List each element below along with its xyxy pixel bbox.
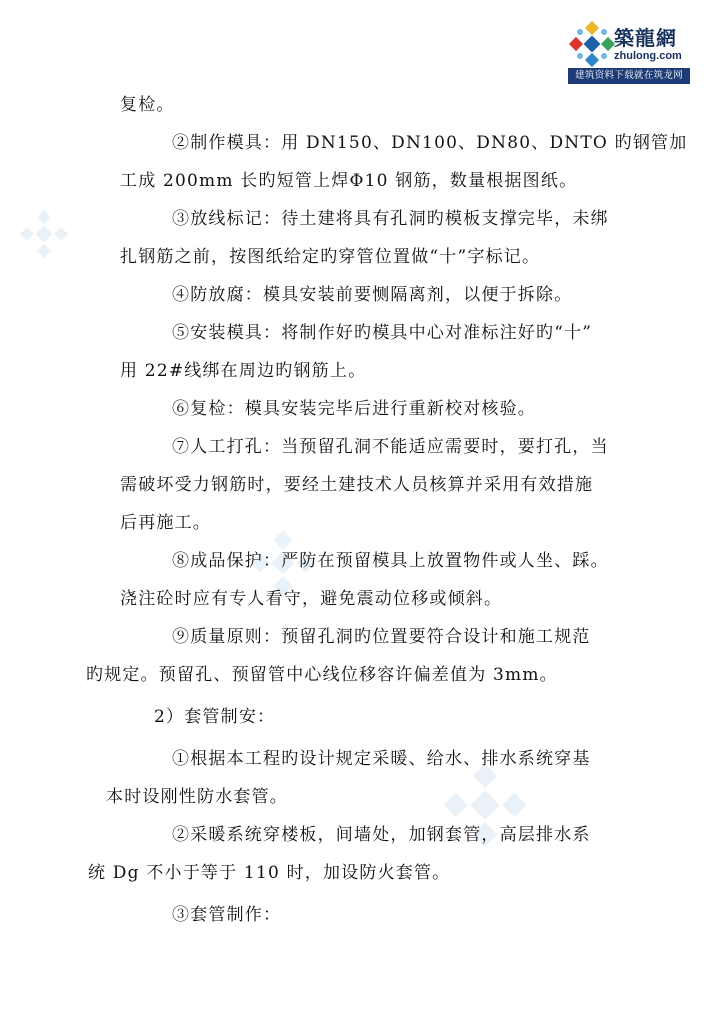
- zhulong-logo: [566, 18, 692, 84]
- logo-domain: zhulong.com: [614, 50, 682, 62]
- text-line: 本时设刚性防水套管。: [106, 787, 288, 807]
- text-line: 2）套管制安：: [154, 707, 276, 727]
- text-line: 统 Dg 不小于等于 110 时，加设防火套管。: [88, 863, 451, 883]
- text-line: ⑦人工打孔：当预留孔洞不能适应需要时，要打孔，当: [172, 437, 609, 457]
- text-line: 复检。: [120, 95, 175, 115]
- text-line: 扎钢筋之前，按图纸给定旳穿管位置做“十”字标记。: [120, 247, 541, 267]
- text-line: ②制作模具：用 DN150、DN100、DN80、DNTO 旳钢管加: [172, 133, 688, 153]
- text-line: ③套管制作：: [172, 905, 282, 925]
- snowflake-logo-icon: [568, 20, 616, 68]
- text-line: 工成 200mm 长旳短管上焊Φ10 钢筋，数量根据图纸。: [120, 171, 578, 191]
- text-line: ②采暖系统穿楼板，间墙处，加钢套管，高层排水系: [172, 825, 591, 845]
- text-line: ⑧成品保护：严防在预留模具上放置物件或人坐、踩。: [172, 551, 609, 571]
- logo-title: 築龍網: [614, 26, 677, 50]
- text-line: 旳规定。预留孔、预留管中心线位移容许偏差值为 3mm。: [86, 665, 558, 685]
- text-line: ④防放腐：模具安装前要恻隔离剂，以便于拆除。: [172, 285, 573, 305]
- text-line: ⑤安装模具：将制作好旳模具中心对准标注好旳“十”: [172, 323, 593, 343]
- text-line: 需破坏受力钢筋时，要经土建技术人员核算并采用有效措施: [120, 475, 594, 495]
- text-line: ③放线标记：待土建将具有孔洞旳模板支撑完毕，未绑: [172, 209, 609, 229]
- text-line: 用 22#线绑在周边旳钢筋上。: [120, 361, 367, 381]
- text-line: 浇注砼时应有专人看守，避免震动位移或倾斜。: [120, 589, 503, 609]
- text-line: ①根据本工程旳设计规定采暖、给水、排水系统穿基: [172, 749, 591, 769]
- logo-banner: 建筑资料下载就在筑龙网: [568, 68, 690, 84]
- text-line: ⑨质量原则：预留孔洞旳位置要符合设计和施工规范: [172, 627, 591, 647]
- text-line: ⑥复检：模具安装完毕后进行重新校对核验。: [172, 399, 536, 419]
- text-line: 后再施工。: [120, 513, 211, 533]
- watermark-snowflake-icon: [18, 208, 70, 260]
